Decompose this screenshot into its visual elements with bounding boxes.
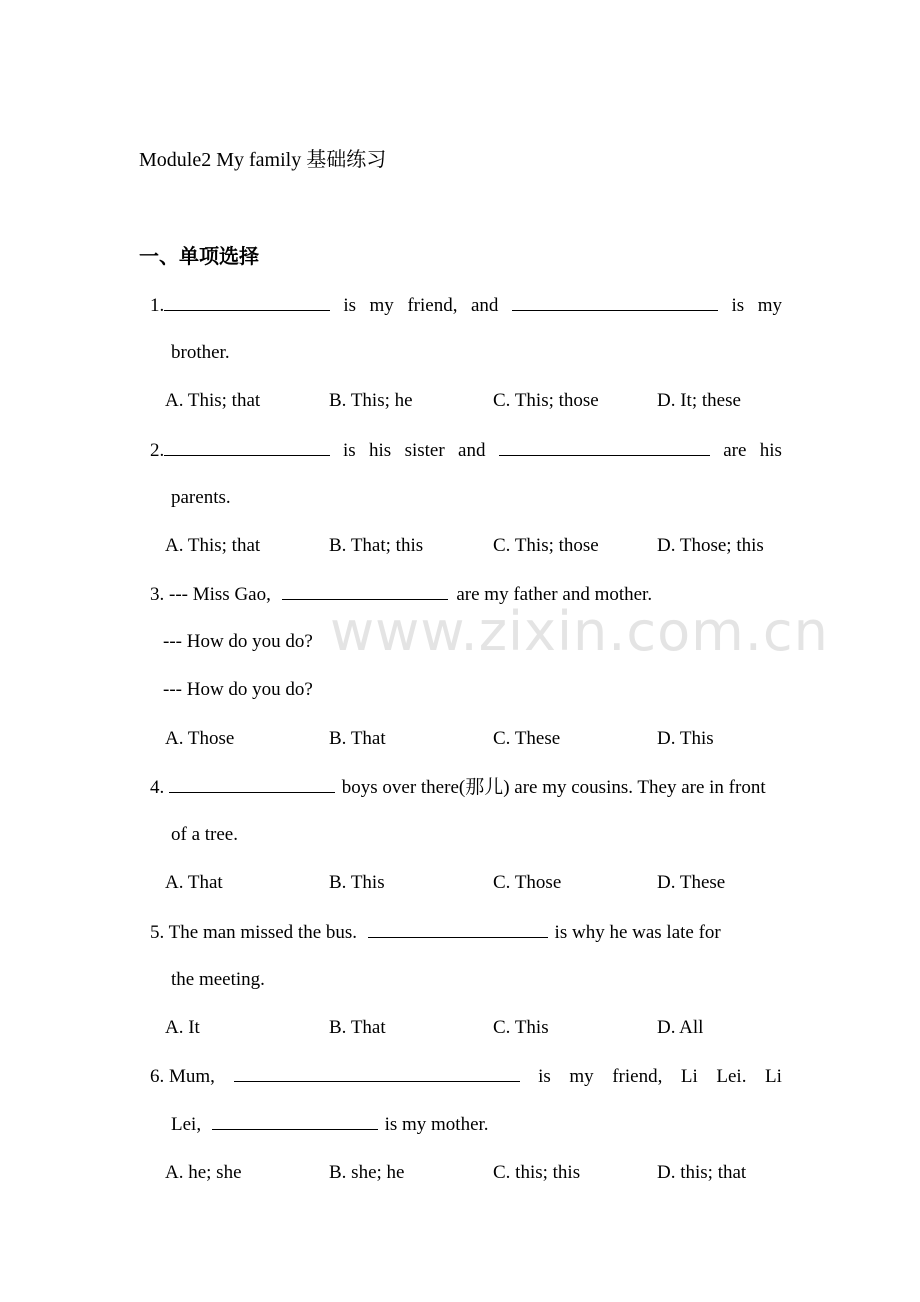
option-d[interactable]: D. It; these	[657, 390, 741, 411]
word: his	[369, 440, 392, 461]
question-3-line-1	[150, 581, 652, 608]
word: friend,	[612, 1066, 663, 1087]
word: my	[369, 295, 394, 316]
option-b[interactable]: B. This; he	[329, 390, 413, 411]
question-number: 2.	[150, 440, 165, 461]
question-4-line-1	[150, 774, 766, 801]
dialog-line: --- How do you do?	[163, 631, 313, 652]
option-d[interactable]: D. These	[657, 872, 726, 893]
option-d[interactable]: D. Those; this	[657, 535, 764, 556]
section-heading: 一、单项选择	[139, 246, 259, 268]
question-6-line-1	[150, 1063, 782, 1090]
option-c[interactable]: C. These	[493, 728, 561, 749]
question-number: 1.	[150, 295, 165, 316]
question-prefix: 3. --- Miss Gao,	[150, 584, 271, 605]
option-b[interactable]: B. That	[329, 1017, 386, 1038]
word: his	[759, 440, 782, 461]
word: are	[723, 440, 747, 461]
option-a[interactable]: A. It	[165, 1017, 200, 1038]
question-6-line-2	[171, 1111, 489, 1138]
answer-blank[interactable]	[164, 292, 330, 311]
word: sister	[404, 440, 445, 461]
question-2-line-1	[150, 437, 782, 464]
word: is	[342, 440, 356, 461]
word: is	[731, 295, 745, 316]
answer-blank[interactable]	[212, 1111, 378, 1130]
option-a[interactable]: A. This; that	[165, 390, 261, 411]
question-prefix: 5. The man missed the bus.	[150, 922, 358, 943]
option-c[interactable]: C. This	[493, 1017, 549, 1038]
option-a[interactable]: A. That	[165, 872, 223, 893]
option-b[interactable]: B. That	[329, 728, 386, 749]
answer-blank[interactable]	[499, 437, 710, 456]
answer-blank[interactable]	[164, 437, 330, 456]
dialog-line: --- How do you do?	[163, 679, 313, 700]
question-suffix: is why he was late for	[554, 922, 721, 943]
option-b[interactable]: B. This	[329, 872, 385, 893]
answer-blank[interactable]	[282, 581, 448, 600]
question-suffix: are my father and mother.	[456, 584, 653, 605]
option-a[interactable]: A. This; that	[165, 535, 261, 556]
option-d[interactable]: D. All	[657, 1017, 704, 1038]
page-title: Module2 My family 基础练习	[139, 149, 387, 171]
question-5-line-2: the meeting.	[171, 969, 265, 990]
word: Li	[680, 1066, 698, 1087]
option-a[interactable]: A. Those	[165, 728, 235, 749]
question-suffix: boys over there(那儿) are my cousins. They are in front	[341, 777, 766, 798]
answer-blank[interactable]	[169, 774, 335, 793]
option-d[interactable]: D. this; that	[657, 1162, 747, 1183]
question-5-line-1	[150, 919, 721, 946]
question-prefix: 6. Mum,	[150, 1066, 215, 1087]
option-b[interactable]: B. she; he	[329, 1162, 405, 1183]
word: and	[458, 440, 486, 461]
word: my	[569, 1066, 594, 1087]
word: Lei.	[716, 1066, 747, 1087]
option-c[interactable]: C. This; those	[493, 535, 599, 556]
word: and	[471, 295, 499, 316]
continuation-suffix: is my mother.	[384, 1114, 489, 1135]
question-2-line-2: parents.	[171, 487, 231, 508]
option-c[interactable]: C. this; this	[493, 1162, 581, 1183]
word: is	[538, 1066, 551, 1087]
answer-blank[interactable]	[234, 1063, 520, 1082]
question-prefix: 4.	[150, 777, 165, 798]
word: my	[757, 295, 782, 316]
question-1-line-2: brother.	[171, 342, 230, 363]
option-a[interactable]: A. he; she	[165, 1162, 242, 1183]
word: is	[343, 295, 356, 316]
option-c[interactable]: C. This; those	[493, 390, 599, 411]
answer-blank[interactable]	[512, 292, 718, 311]
word: friend,	[407, 295, 458, 316]
option-b[interactable]: B. That; this	[329, 535, 424, 556]
question-1-line-1	[150, 292, 782, 319]
word: Li	[765, 1066, 782, 1087]
option-c[interactable]: C. Those	[493, 872, 562, 893]
question-4-line-2: of a tree.	[171, 824, 238, 845]
watermark: www.zixin.com.cn	[330, 600, 829, 663]
option-d[interactable]: D. This	[657, 728, 714, 749]
continuation-prefix: Lei,	[171, 1114, 202, 1135]
answer-blank[interactable]	[368, 919, 548, 938]
